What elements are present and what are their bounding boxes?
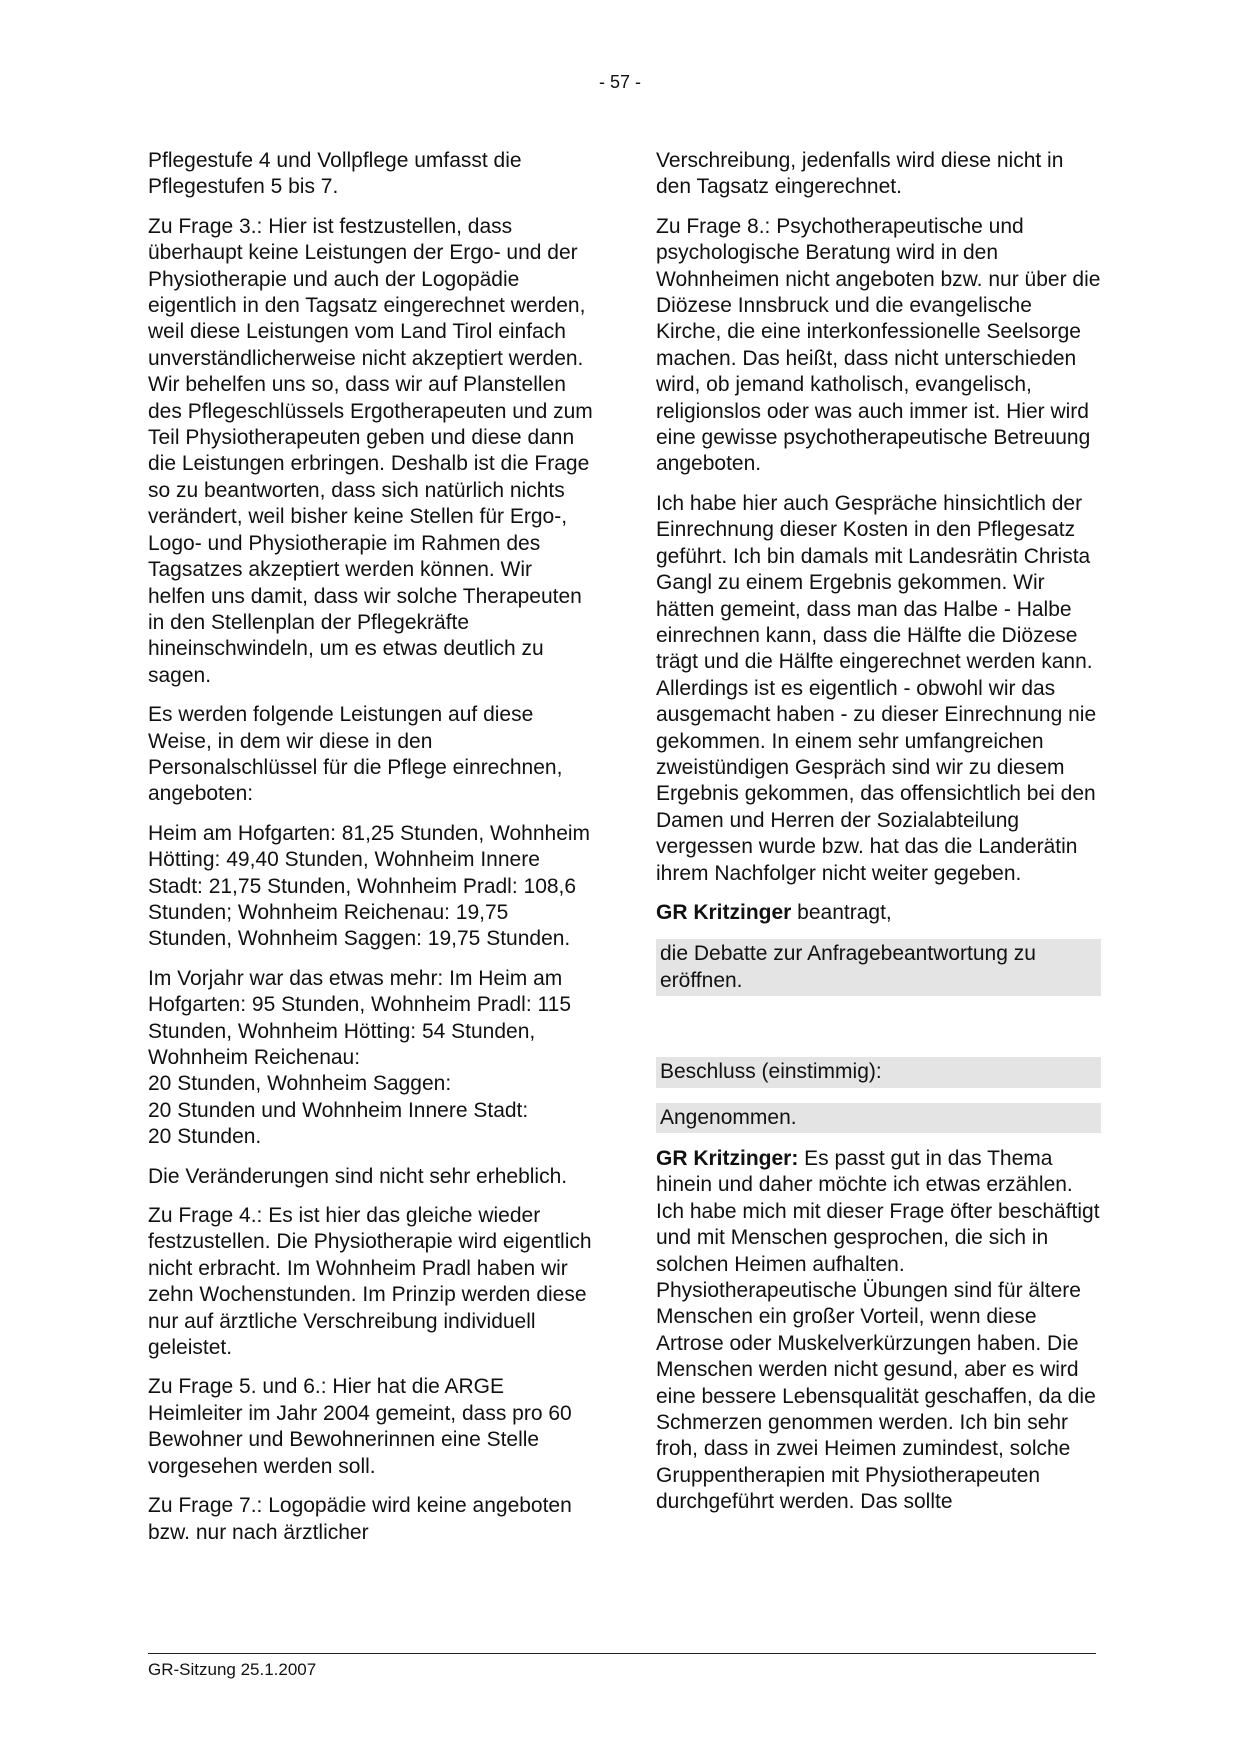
page-number: - 57 - [598, 72, 641, 92]
speech-text: Es passt gut in das Thema hinein und daher möchte ich etwas erzählen. Ich habe mich mit dieser Frage öfter beschäftigt und mit Menschen gesprochen, die sich in solchen Heimen aufhalten. Physiotherapeutische Übungen sind für ältere Menschen ein großer Vorteil, wenn diese Artrose oder Muskelverkürzungen haben. Die Menschen werden nicht gesund, aber es wird eine bessere Lebensqualität geschaffen, da die Schmerzen genommen werden. Ich bin sehr froh, dass in zwei Heimen zumindest, solche Gruppentherapien mit Physiotherapeuten durchgeführt werden. Das sollte [656, 1147, 1100, 1514]
speaker-name: GR Kritzinger [656, 900, 792, 924]
text-line: 20 Stunden und Wohnheim Innere Stadt: [148, 1098, 529, 1122]
paragraph: Zu Frage 4.: Es ist hier das gleiche wieder festzustellen. Die Physiotherapie wird eigentlich nicht erbracht. Im Wohnheim Pradl haben wir zehn Wochenstunden. Im Prinzip werden diese nur auf ärztliche Verschreibung individuell geleistet. [148, 1204, 592, 1360]
paragraph: Es werden folgende Leistungen auf diese Weise, in dem wir diese in den Personalschlüssel für die Pflege einrechnen, angeboten: [148, 703, 563, 806]
text-line: Im Vorjahr war das etwas mehr: Im Heim am Hofgarten: 95 Stunden, Wohnheim Pradl: 115 Stunden, Wohnheim Hötting: 54 Stunden, Wohnheim Reichenau: [148, 966, 571, 1069]
paragraph: Zu Frage 8.: Psychotherapeutische und psychologische Beratung wird in den Wohnheimen nicht angeboten bzw. nur über die Diözese Innsbruck und die evangelische Kirche, die eine interkonfessionelle Seelsorge machen. Das heißt, dass nicht unterschieden wird, ob jemand katholisch, evangelisch, religionslos oder was auch immer ist. Hier wird eine gewisse psychotherapeutische Betreuung angeboten. [656, 214, 1101, 476]
resolution-result: Angenommen. [656, 1103, 1101, 1133]
speaker-name: GR Kritzinger: [656, 1147, 799, 1170]
spacer [656, 1009, 1101, 1057]
speech-paragraph [656, 1146, 1101, 1516]
footer-text: GR-Sitzung 25.1.2007 [148, 1660, 317, 1679]
paragraph: Zu Frage 3.: Hier ist festzustellen, dass überhaupt keine Leistungen der Ergo- und der Physiotherapie und auch der Logopädie eigentlich in den Tagsatz eingerechnet werden, weil diese Leistungen vom Land Tirol einfach unverständlicherweise nicht akzeptiert werden. Wir behelfen uns so, dass wir auf Planstellen des Pflegeschlüssels Ergotherapeuten und zum Teil Physiotherapeuten geben und diese dann die Leistungen erbringen. Deshalb ist die Frage so zu beantworten, dass sich natürlich nichts verändert, weil bisher keine Stellen für Ergo-, Logo- und Physiotherapie im Rahmen des Tagsatzes akzeptiert werden können. Wir helfen uns damit, dass wir solche Therapeuten in den Stellenplan der Pflegekräfte hineinschwindeln, um es etwas deutlich zu sagen. [148, 214, 593, 687]
motion-verb: beantragt, [791, 900, 892, 924]
paragraph [148, 966, 593, 1151]
paragraph: Pflegestufe 4 und Vollpflege umfasst die Pflegestufen 5 bis 7. [148, 149, 522, 199]
motion-intro [656, 900, 1101, 926]
paragraph: Die Veränderungen sind nicht sehr erheblich. [148, 1164, 568, 1188]
resolution-label: Beschluss (einstimmig): [656, 1057, 1101, 1087]
footer-divider [148, 1653, 1096, 1654]
paragraph: Ich habe hier auch Gespräche hinsichtlich der Einrechnung dieser Kosten in den Pflegesatz geführt. Ich bin damals mit Landesrätin Christa Gangl zu einem Ergebnis gekommen. Wir hätten gemeint, dass man das Halbe - Halbe einrechnen kann, dass die Hälfte die Diözese trägt und die Hälfte eingerechnet werden kann. Allerdings ist es eigentlich - obwohl wir das ausgemacht haben - zu dieser Einrechnung nie gekommen. In einem sehr umfangreichen zweistündigen Gespräch sind wir zu diesem Ergebnis gekommen, das offensichtlich bei den Damen und Herren der Sozialabteilung vergessen wurde bzw. hat das die Landerätin ihrem Nachfolger nicht weiter gegeben. [656, 491, 1097, 885]
paragraph: Heim am Hofgarten: 81,25 Stunden, Wohnheim Hötting: 49,40 Stunden, Wohnheim Innere Stadt: 21,75 Stunden, Wohnheim Pradl: 108,6 Stunden; Wohnheim Reichenau: 19,75 Stunden, Wohnheim Saggen: 19,75 Stunden. [148, 821, 591, 951]
left-column [148, 148, 593, 1559]
motion-text: die Debatte zur Anfragebeantwortung zu eröffnen. [656, 939, 1101, 996]
right-column [656, 148, 1101, 1529]
text-line: 20 Stunden, Wohnheim Saggen: [148, 1072, 452, 1096]
text-line: 20 Stunden. [148, 1125, 262, 1149]
paragraph: Zu Frage 7.: Logopädie wird keine angeboten bzw. nur nach ärztlicher [148, 1494, 572, 1544]
paragraph: Zu Frage 5. und 6.: Hier hat die ARGE Heimleiter im Jahr 2004 gemeint, dass pro 60 Bewohner und Bewohnerinnen eine Stelle vorgesehen werden soll. [148, 1375, 572, 1478]
paragraph: Verschreibung, jedenfalls wird diese nicht in den Tagsatz eingerechnet. [656, 149, 1064, 199]
